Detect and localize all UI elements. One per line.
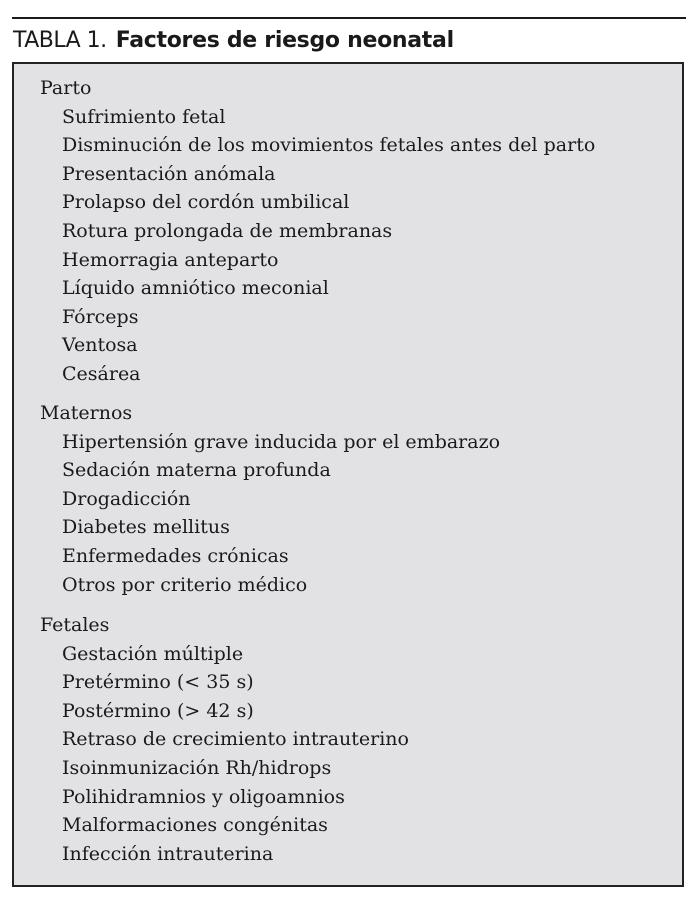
group-heading: Maternos xyxy=(40,402,133,424)
list-item: Isoinmunización Rh/hidrops xyxy=(62,756,332,779)
group-heading: Parto xyxy=(40,77,92,99)
list-item: Sedación materna profunda xyxy=(62,459,331,482)
list-item: Otros por criterio médico xyxy=(62,573,308,596)
table-caption xyxy=(13,25,454,57)
list-item: Rotura prolongada de membranas xyxy=(62,219,393,242)
list-item: Diabetes mellitus xyxy=(62,516,230,539)
table-title: Factores de riesgo neonatal xyxy=(115,28,454,53)
list-item: Pretérmino (< 35 s) xyxy=(62,671,254,694)
group-maternos xyxy=(40,399,672,599)
group-fetales xyxy=(40,611,672,868)
list-item: Malformaciones congénitas xyxy=(62,814,328,837)
list-item: Sufrimiento fetal xyxy=(62,105,226,128)
list-item: Ventosa xyxy=(62,334,138,357)
list-item: Disminución de los movimientos fetales antes del parto xyxy=(62,134,596,157)
group-parto xyxy=(40,74,672,389)
list-item: Gestación múltiple xyxy=(62,642,244,665)
list-item: Hemorragia anteparto xyxy=(62,248,279,271)
risk-factors-table xyxy=(12,62,684,887)
list-item: Presentación anómala xyxy=(62,162,276,185)
list-item: Hipertensión grave inducida por el embarazo xyxy=(62,430,501,453)
list-item: Cesárea xyxy=(62,362,141,385)
list-item: Retraso de crecimiento intrauterino xyxy=(62,728,409,751)
list-item: Infección intrauterina xyxy=(62,842,274,865)
group-heading: Fetales xyxy=(40,614,110,636)
table-label: TABLA 1. xyxy=(13,28,107,53)
list-item: Líquido amniótico meconial xyxy=(62,277,329,300)
top-rule xyxy=(12,17,686,19)
list-item: Prolapso del cordón umbilical xyxy=(62,191,350,214)
list-item: Fórceps xyxy=(62,305,139,328)
list-item: Polihidramnios y oligoamnios xyxy=(62,785,345,808)
list-item: Postérmino (> 42 s) xyxy=(62,699,254,722)
list-item: Drogadicción xyxy=(62,487,191,510)
list-item: Enfermedades crónicas xyxy=(62,544,289,567)
